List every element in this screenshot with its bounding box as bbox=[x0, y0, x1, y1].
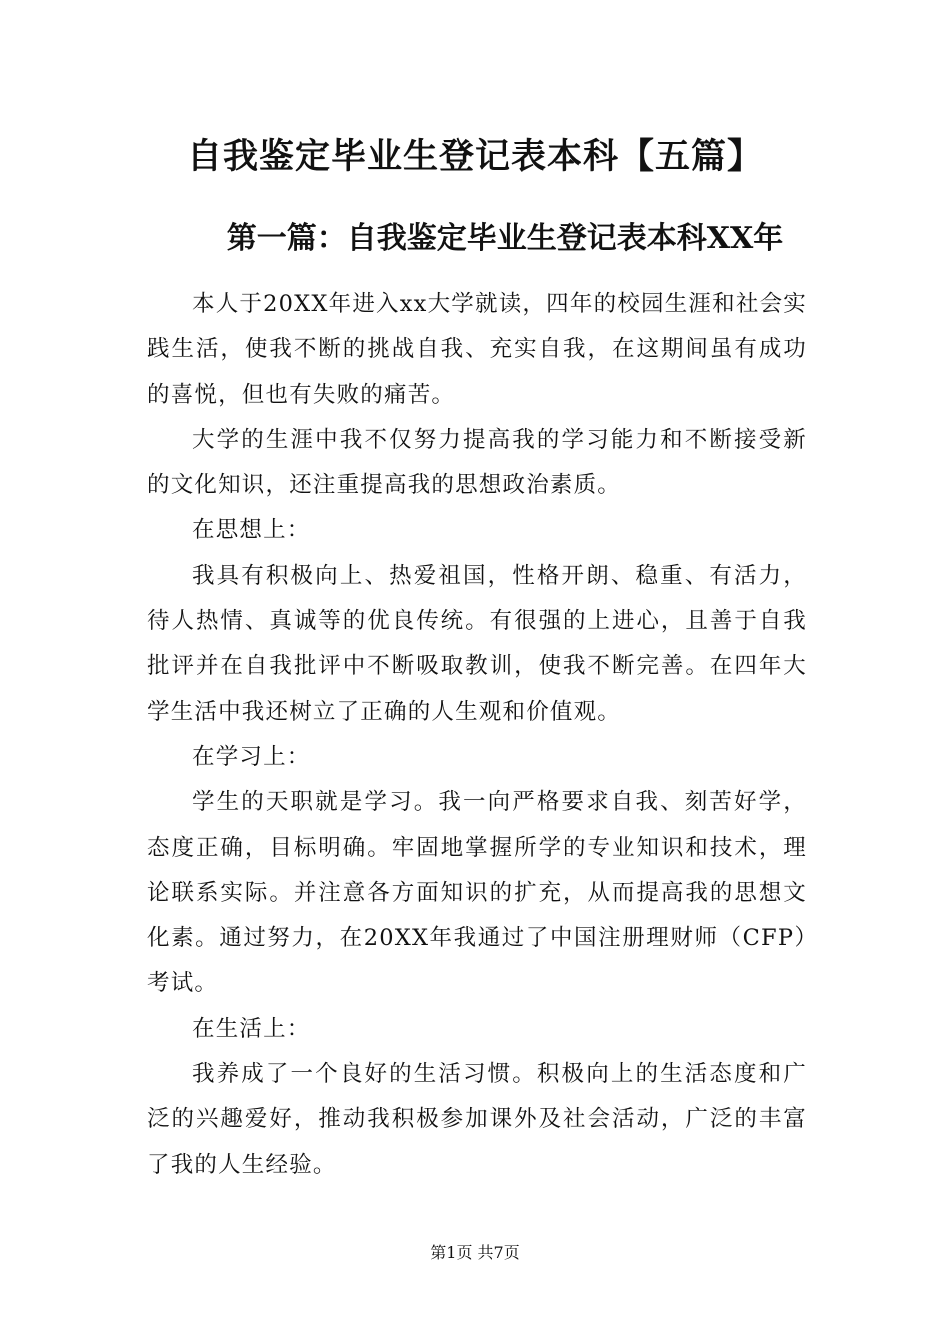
page-footer: 第1页 共7页 bbox=[430, 1243, 520, 1262]
paragraph: 大学的生涯中我不仅努力提高我的学习能力和不断接受新的文化知识，还注重提高我的思想政治素质。 bbox=[147, 426, 807, 499]
paragraph: 本人于20XX年进入xx大学就读，四年的校园生涯和社会实践生活，使我不断的挑战自我、充实自我，在这期间虽有成功的喜悦，但也有失败的痛苦。 bbox=[147, 291, 807, 408]
paragraph-heading: 在学习上： bbox=[192, 743, 311, 770]
section-title: 第一篇：自我鉴定毕业生登记表本科XX年 bbox=[226, 221, 784, 256]
paragraph-heading: 在生活上： bbox=[192, 1015, 311, 1042]
paragraph: 我养成了一个良好的生活习惯。积极向上的生活态度和广泛的兴趣爱好，推动我积极参加课外及社会活动，广泛的丰富了我的人生经验。 bbox=[147, 1061, 807, 1178]
document-body bbox=[147, 282, 807, 1188]
paragraph: 我具有积极向上、热爱祖国，性格开朗、稳重、有活力，待人热情、真诚等的优良传统。有很强的上进心，且善于自我批评并在自我批评中不断吸取教训，使我不断完善。在四年大学生活中我还树立了正确的人生观和价值观。 bbox=[147, 562, 807, 725]
paragraph: 学生的天职就是学习。我一向严格要求自我、刻苦好学，态度正确，目标明确。牢固地掌握所学的专业知识和技术，理论联系实际。并注意各方面知识的扩充，从而提高我的思想文化素。通过努力，在20XX年我通过了中国注册理财师（CFP）考试。 bbox=[147, 789, 807, 997]
document-title: 自我鉴定毕业生登记表本科【五篇】 bbox=[186, 136, 763, 177]
paragraph-heading: 在思想上： bbox=[192, 517, 311, 544]
